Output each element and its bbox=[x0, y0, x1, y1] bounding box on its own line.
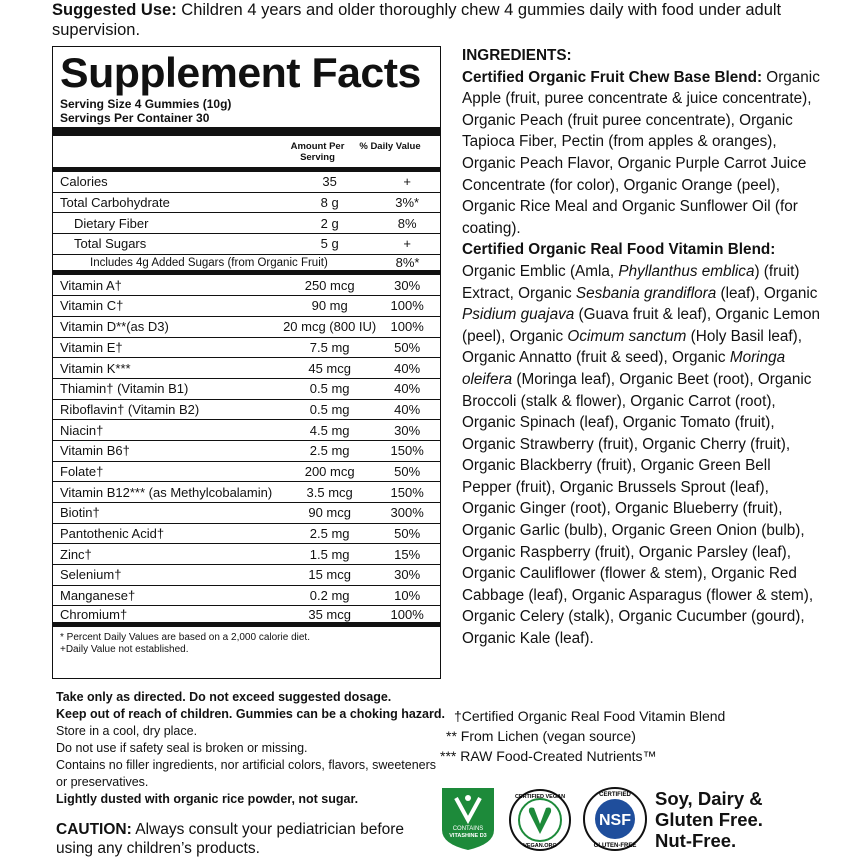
nutrient-amount: 5 g bbox=[320, 236, 339, 252]
nutrient-name: Biotin† bbox=[60, 505, 100, 521]
nutrient-name: Includes 4g Added Sugars (from Organic Fruit) bbox=[90, 256, 328, 269]
nutrient-name: Folate† bbox=[60, 463, 104, 479]
warning-line: Take only as directed. Do not exceed suggested dosage. bbox=[56, 690, 392, 704]
facts-row-calories bbox=[53, 172, 440, 193]
nutrient-dv: + bbox=[403, 174, 411, 190]
nutrient-dv: 50% bbox=[394, 463, 421, 479]
nutrient-amount: 15 mcg bbox=[308, 567, 351, 583]
amount-per-serving-header: Amount Per Serving bbox=[290, 141, 345, 163]
facts-row-vitamin-e bbox=[53, 338, 440, 359]
nutrient-amount: 1.5 mg bbox=[309, 546, 350, 562]
facts-row-vitamin-k bbox=[53, 358, 440, 379]
nutrient-amount: 2.5 mg bbox=[309, 443, 350, 459]
nutrient-dv: 3%* bbox=[395, 195, 420, 211]
facts-row-thiamin bbox=[53, 379, 440, 400]
warning-line: Store in a cool, dry place. bbox=[56, 724, 198, 738]
facts-row-vitamin-b12 bbox=[53, 482, 440, 503]
blend1-text: Organic Apple (fruit, puree concentrate & juice concentrate), Organic Peach (fruit puree concentrate), Organic Tapioca Fiber, Pectin (from apples & oranges), Organic Peach Flavor, Organic Purple Carrot Juice Concentrate (for color), Organic Orange (peel), Organic Rice Meal and Organic Sunflower Oil (for coating). bbox=[462, 68, 820, 237]
nutrient-amount: 3.5 mcg bbox=[306, 484, 353, 500]
facts-footnotes bbox=[60, 627, 433, 656]
allergen-statement bbox=[655, 788, 763, 851]
facts-row-selenium bbox=[53, 565, 440, 586]
nutrient-name: Pantothenic Acid† bbox=[60, 526, 165, 542]
nutrient-name: Niacin† bbox=[60, 422, 104, 438]
allergen-line: Nut-Free. bbox=[655, 830, 737, 851]
facts-row-vitamin-b6 bbox=[53, 441, 440, 462]
nutrient-name: Total Carbohydrate bbox=[60, 195, 170, 211]
supplement-facts-panel bbox=[52, 46, 441, 679]
nutrient-name: Vitamin A† bbox=[60, 277, 122, 293]
nutrient-amount: 2.5 mg bbox=[309, 526, 350, 542]
nsf-gluten-free-seal-icon bbox=[582, 786, 648, 852]
footnote-symbols bbox=[440, 706, 760, 766]
blend2-latin: Moringa oleifera bbox=[462, 349, 786, 388]
nsf-bottom-text: GLUTEN-FREE bbox=[593, 843, 637, 849]
vegan-top-text: CERTIFIED VEGAN bbox=[514, 794, 566, 800]
facts-row-niacin bbox=[53, 420, 440, 441]
nutrient-dv: 40% bbox=[394, 401, 421, 417]
blend2-part: (Guava fruit & leaf), Organic Lemon (peel), Organic bbox=[462, 306, 820, 345]
certified-vegan-seal-icon bbox=[508, 788, 572, 852]
nutrient-name: Total Sugars bbox=[74, 236, 147, 252]
nutrient-amount: 35 bbox=[322, 174, 337, 190]
servings-per-container: Servings Per Container 30 bbox=[60, 111, 210, 125]
blend2-text bbox=[462, 263, 820, 647]
nutrient-dv: 100% bbox=[390, 319, 424, 335]
nutrient-name: Riboflavin† (Vitamin B2) bbox=[60, 401, 200, 417]
nutrient-dv: 40% bbox=[394, 381, 421, 397]
blend1-title: Certified Organic Fruit Chew Base Blend: bbox=[462, 68, 763, 86]
nutrient-amount: 90 mcg bbox=[308, 505, 351, 521]
caution-statement bbox=[56, 820, 426, 858]
vegan-inner-ring bbox=[519, 799, 561, 841]
warning-line: Keep out of reach of children. Gummies can be a choking hazard. bbox=[56, 707, 445, 721]
nutrient-amount: 45 mcg bbox=[308, 360, 351, 376]
facts-row-vitamin-a bbox=[53, 275, 440, 296]
blend2-part: (Holy Basil leaf), Organic Annatto (fruit & seed), Organic bbox=[462, 327, 803, 367]
nutrient-dv: 50% bbox=[394, 526, 421, 542]
vegan-bottom-text: VEGAN.ORG bbox=[523, 843, 557, 849]
note-triple-star: *** RAW Food-Created Nutrients™ bbox=[440, 748, 657, 764]
nutrient-dv: 15% bbox=[394, 546, 421, 562]
nutrient-name: Manganese† bbox=[60, 588, 136, 604]
nutrient-dv: 150% bbox=[390, 484, 424, 500]
nutrient-dv: 40% bbox=[394, 360, 421, 376]
nutrient-amount: 250 mcg bbox=[304, 277, 355, 293]
nutrient-dv: 150% bbox=[390, 443, 424, 459]
nutrient-dv: 300% bbox=[390, 505, 424, 521]
nutrient-amount: 20 mcg (800 IU) bbox=[283, 319, 377, 335]
nutrient-name: Thiamin† (Vitamin B1) bbox=[60, 381, 189, 397]
vitashine-sun bbox=[465, 795, 471, 801]
nutrient-dv: 50% bbox=[394, 339, 421, 355]
suggested-use-text: Children 4 years and older thoroughly chew 4 gummies daily with food under adult supervision. bbox=[52, 1, 782, 39]
nutrient-amount: 7.5 mg bbox=[309, 339, 350, 355]
nutrient-name: Zinc† bbox=[60, 546, 92, 562]
nutrient-amount: 4.5 mg bbox=[309, 422, 350, 438]
blend2-latin: Psidium guajava bbox=[462, 306, 575, 324]
nutrient-name: Vitamin E† bbox=[60, 339, 123, 355]
footnote-daily-values: * Percent Daily Values are based on a 2,000 calorie diet. bbox=[60, 632, 310, 644]
allergen-line: Gluten Free. bbox=[655, 809, 763, 830]
ingredients bbox=[462, 45, 822, 650]
vitashine-text-2: VITASHINE D3 bbox=[449, 833, 487, 839]
supplement-facts-title: Supplement Facts bbox=[60, 49, 421, 96]
warning-line: Contains no filler ingredients, nor artificial colors, flavors, sweeteners or preservatives. bbox=[56, 758, 437, 789]
blend2-part: ) (fruit) Extract, Organic bbox=[462, 262, 800, 302]
facts-row-vitamin-d bbox=[53, 317, 440, 338]
facts-row-pantothenic-acid bbox=[53, 524, 440, 545]
facts-row-riboflavin bbox=[53, 400, 440, 421]
nutrient-name: Vitamin B12*** (as Methylcobalamin) bbox=[60, 484, 273, 500]
facts-row-added-sugars bbox=[53, 255, 440, 276]
blend2-part: (leaf), Organic bbox=[716, 284, 818, 302]
nutrient-amount: 8 g bbox=[320, 195, 339, 211]
nutrient-name: Vitamin D**(as D3) bbox=[60, 319, 169, 335]
warnings bbox=[56, 689, 446, 808]
vitashine-text-1: CONTAINS bbox=[452, 826, 484, 832]
vitashine-d3-seal-icon bbox=[438, 786, 498, 852]
allergen-line: Soy, Dairy & bbox=[655, 788, 763, 809]
blend2-title: Certified Organic Real Food Vitamin Blend: bbox=[462, 241, 776, 259]
nutrient-dv: 30% bbox=[394, 277, 421, 293]
caution-text: Always consult your pediatrician before using any children’s products. bbox=[56, 821, 405, 857]
nutrient-name: Calories bbox=[60, 174, 108, 190]
facts-row-vitamin-c bbox=[53, 296, 440, 317]
nutrient-name: Vitamin C† bbox=[60, 298, 124, 314]
facts-row-zinc bbox=[53, 544, 440, 565]
nutrient-dv: 100% bbox=[390, 606, 424, 622]
blend2-latin: Sesbania grandiflora bbox=[575, 284, 717, 302]
warning-line: Do not use if safety seal is broken or missing. bbox=[56, 741, 308, 755]
serving-size: Serving Size 4 Gummies (10g) bbox=[60, 97, 232, 111]
nutrient-amount: 0.5 mg bbox=[309, 401, 350, 417]
blend2-latin: Phyllanthus emblica bbox=[618, 262, 755, 280]
blend2-part: (Moringa leaf), Organic Beet (root), Organic Broccoli (stalk & flower), Organic Carrot (root), Organic Spinach (leaf), Organic Tomato (fruit), Organic Strawberry (fruit), Organic Cherry (fruit), Organic Blackberry (fruit), Organic Green Bell Pepper (fruit), Organic Brussels Sprout (leaf), Organic Ginger (root), Organic Blueberry (fruit), Organic Garlic (bulb), Organic Green Onion (bulb), Organic Raspberry (fruit), Organic Parsley (leaf), Organic Cauliflower (flower & stem), Organic Red Cabbage (leaf), Organic Asparagus (flower & stem), Organic Celery (stalk), Organic Cucumber (gourd), Organic Kale (leaf). bbox=[462, 370, 814, 648]
nutrient-amount: 200 mcg bbox=[304, 463, 355, 479]
caution-label: CAUTION: bbox=[56, 821, 132, 838]
facts-row-total-carbohydrate bbox=[53, 193, 440, 214]
nutrient-dv: 8% bbox=[397, 215, 417, 231]
facts-header bbox=[53, 136, 440, 172]
facts-row-biotin bbox=[53, 503, 440, 524]
nutrient-name: Vitamin K*** bbox=[60, 360, 131, 376]
nutrient-dv: 8%* bbox=[395, 255, 420, 271]
blend2-latin: Ocimum sanctum bbox=[567, 327, 687, 345]
nutrient-name: Chromium† bbox=[60, 606, 128, 622]
nutrient-dv: 10% bbox=[394, 588, 421, 604]
suggested-use bbox=[52, 0, 842, 40]
nutrient-amount: 0.5 mg bbox=[309, 381, 350, 397]
nutrient-amount: 2 g bbox=[320, 215, 339, 231]
footnote-not-established: +Daily Value not established. bbox=[60, 644, 189, 656]
note-double-star: ** From Lichen (vegan source) bbox=[446, 728, 636, 744]
facts-row-folate bbox=[53, 462, 440, 483]
nutrient-name: Vitamin B6† bbox=[60, 443, 130, 459]
nutrient-name: Selenium† bbox=[60, 567, 122, 583]
divider-thick bbox=[53, 127, 440, 136]
nutrient-name: Dietary Fiber bbox=[74, 215, 149, 231]
blend2-part: Organic Emblic (Amla, bbox=[462, 262, 619, 280]
facts-row-total-sugars bbox=[53, 234, 440, 255]
ingredients-heading: INGREDIENTS: bbox=[462, 47, 572, 64]
nutrient-amount: 90 mg bbox=[311, 298, 348, 314]
facts-row-dietary-fiber bbox=[53, 213, 440, 234]
facts-row-chromium bbox=[53, 606, 440, 627]
daily-value-header: % Daily Value bbox=[359, 141, 421, 152]
nutrient-dv: 100% bbox=[390, 298, 424, 314]
warning-line: Lightly dusted with organic rice powder, not sugar. bbox=[56, 792, 359, 806]
nutrient-dv: 30% bbox=[394, 567, 421, 583]
suggested-use-label: Suggested Use: bbox=[52, 1, 177, 19]
nsf-mid-text: NSF bbox=[599, 812, 631, 829]
facts-row-manganese bbox=[53, 586, 440, 607]
nutrient-amount: 0.2 mg bbox=[309, 588, 350, 604]
note-dagger: †Certified Organic Real Food Vitamin Blend bbox=[454, 708, 726, 724]
nutrient-dv: + bbox=[403, 236, 411, 252]
nutrient-amount: 35 mcg bbox=[308, 606, 351, 622]
nutrient-dv: 30% bbox=[394, 422, 421, 438]
nsf-top-text: CERTIFIED bbox=[599, 792, 631, 798]
